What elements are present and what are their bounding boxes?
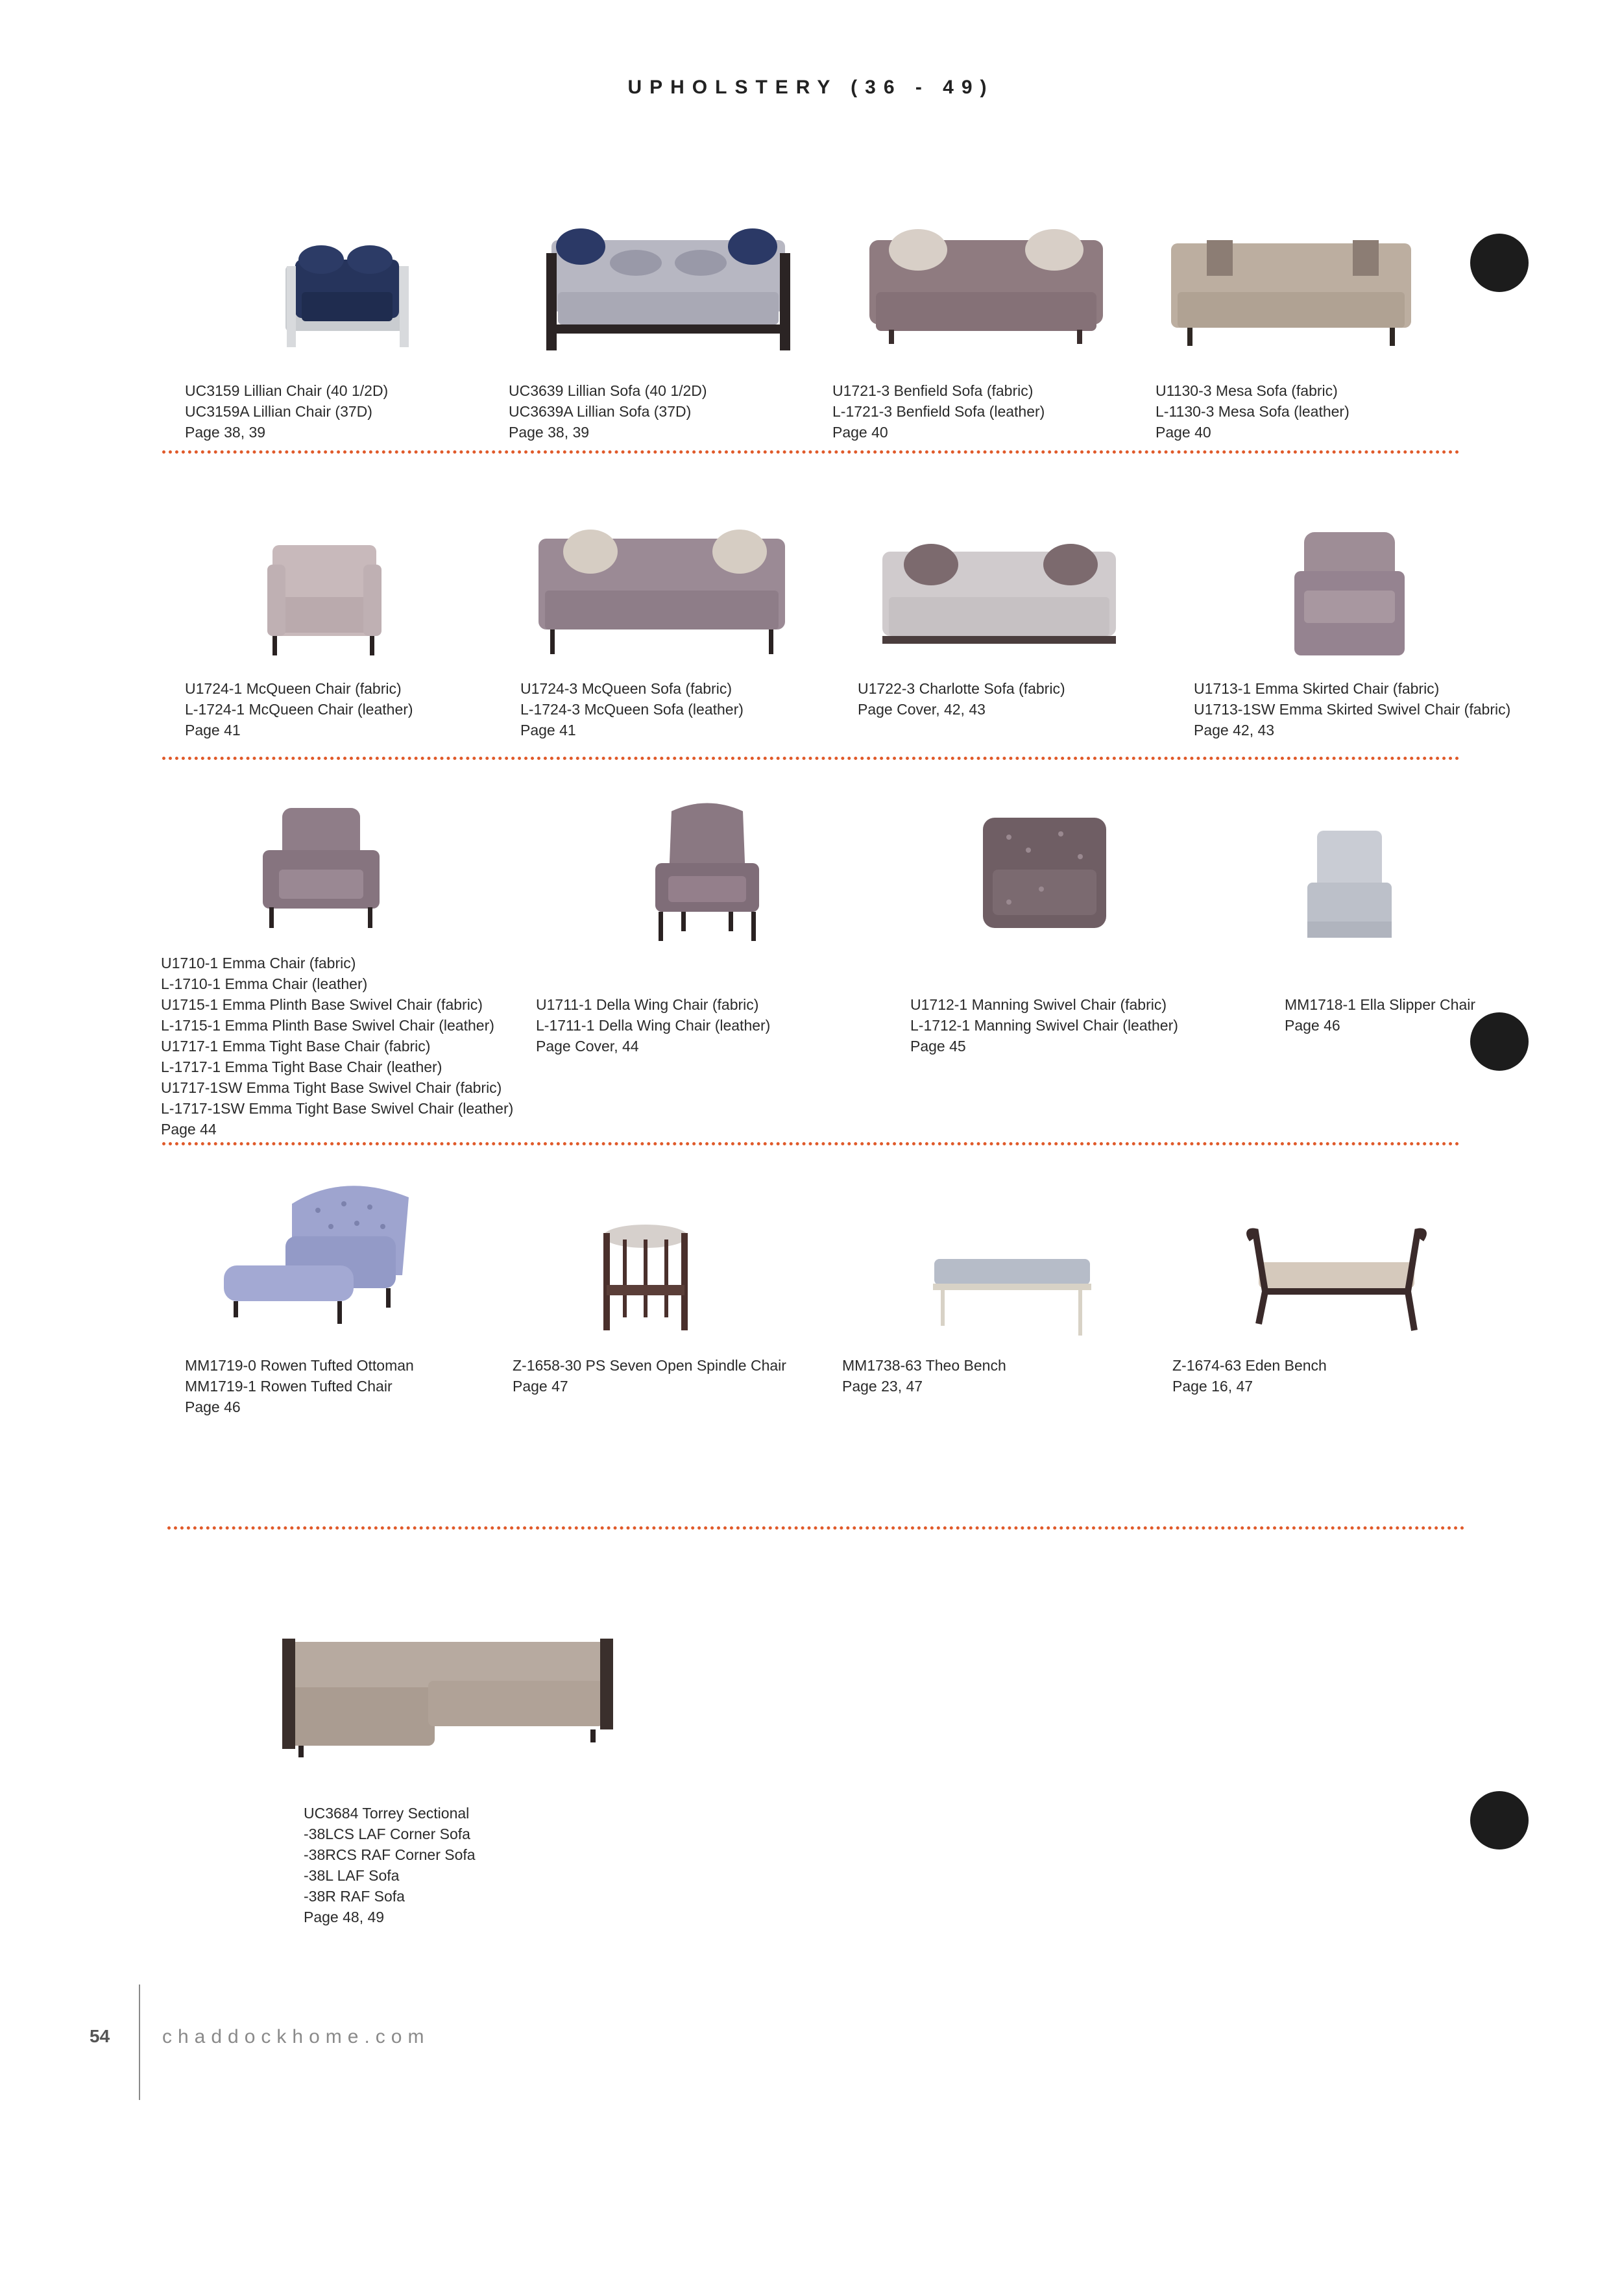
product-caption: U1722-3 Charlotte Sofa (fabric) Page Cover, 42, 43 xyxy=(858,680,1065,718)
product-caption: UC3159 Lillian Chair (40 1/2D) UC3159A Lillian Chair (37D) Page 38, 39 xyxy=(185,382,389,441)
eden-bench-image xyxy=(1239,1227,1434,1337)
footer-divider xyxy=(139,1985,140,2100)
section-divider xyxy=(162,450,1460,454)
rowen-tufted-chair-ottoman-image xyxy=(221,1178,415,1334)
section-divider xyxy=(162,1142,1460,1145)
section-divider xyxy=(167,1526,1465,1530)
theo-bench-image xyxy=(928,1252,1096,1337)
product-caption: MM1738-63 Theo Bench Page 23, 47 xyxy=(842,1357,1006,1395)
section-tab-marker xyxy=(1470,1012,1529,1071)
mcqueen-sofa-image xyxy=(532,519,792,662)
section-tab-marker xyxy=(1470,234,1529,292)
page-title: UPHOLSTERY (36 - 49) xyxy=(627,77,995,98)
product-caption: Z-1658-30 PS Seven Open Spindle Chair Page 47 xyxy=(513,1357,786,1395)
product-caption: Z-1674-63 Eden Bench Page 16, 47 xyxy=(1172,1357,1327,1395)
ella-slipper-chair-image xyxy=(1298,824,1401,947)
lillian-sofa-image xyxy=(539,227,798,350)
product-caption: U1711-1 Della Wing Chair (fabric) L-1711-1 Della Wing Chair (leather) Page Cover, 44 xyxy=(536,996,771,1055)
emma-chair-image xyxy=(256,805,386,934)
product-caption: MM1718-1 Ella Slipper Chair Page 46 xyxy=(1285,996,1476,1034)
product-caption: UC3684 Torrey Sectional -38LCS LAF Corner Sofa -38RCS RAF Corner Sofa -38L LAF Sofa -38R RAF Sofa Page 48, 49 xyxy=(304,1805,476,1925)
section-divider xyxy=(162,757,1460,760)
emma-skirted-chair-image xyxy=(1285,526,1414,662)
product-caption: U1712-1 Manning Swivel Chair (fabric) L-1712-1 Manning Swivel Chair (leather) Page 45 xyxy=(910,996,1178,1055)
product-caption: U1724-3 McQueen Sofa (fabric) L-1724-3 McQueen Sofa (leather) Page 41 xyxy=(520,680,744,739)
product-caption: U1724-1 McQueen Chair (fabric) L-1724-1 McQueen Chair (leather) Page 41 xyxy=(185,680,413,739)
product-caption: UC3639 Lillian Sofa (40 1/2D) UC3639A Lillian Sofa (37D) Page 38, 39 xyxy=(509,382,707,441)
product-caption: U1721-3 Benfield Sofa (fabric) L-1721-3 Benfield Sofa (leather) Page 40 xyxy=(832,382,1045,441)
product-caption: U1130-3 Mesa Sofa (fabric) L-1130-3 Mesa Sofa (leather) Page 40 xyxy=(1156,382,1350,441)
mcqueen-chair-image xyxy=(260,539,389,662)
product-caption: U1710-1 Emma Chair (fabric) L-1710-1 Emma Chair (leather) U1715-1 Emma Plinth Base Swivel Chair (fabric) L-1715-1 Emma Plinth Base Swivel Chair (leather) U1717-1 Emma Tight Base Chair (fabric) L-1717-1 Emma Tight Base Chair (leather) U1717-1SW Emma Tight Base Swivel Chair (fabric) L-1717-1SW Emma Tight Base Swivel Chair (leather) Page 44 xyxy=(161,955,514,1138)
website-link[interactable]: chaddockhome.com xyxy=(162,2026,430,2047)
product-caption: MM1719-0 Rowen Tufted Ottoman MM1719-1 Rowen Tufted Chair Page 46 xyxy=(185,1357,414,1415)
lillian-chair-image xyxy=(272,227,422,350)
mesa-sofa-image xyxy=(1168,227,1414,350)
benfield-sofa-image xyxy=(863,221,1109,350)
page-number: 54 xyxy=(90,2026,110,2046)
seven-open-spindle-chair-image xyxy=(597,1220,694,1337)
charlotte-sofa-image xyxy=(876,532,1122,655)
manning-swivel-chair-image xyxy=(970,811,1119,947)
torrey-sectional-image xyxy=(279,1629,616,1759)
della-wing-chair-image xyxy=(642,798,772,960)
product-caption: U1713-1 Emma Skirted Chair (fabric) U1713-1SW Emma Skirted Swivel Chair (fabric) Page 42, 43 xyxy=(1194,680,1511,739)
section-tab-marker xyxy=(1470,1791,1529,1850)
